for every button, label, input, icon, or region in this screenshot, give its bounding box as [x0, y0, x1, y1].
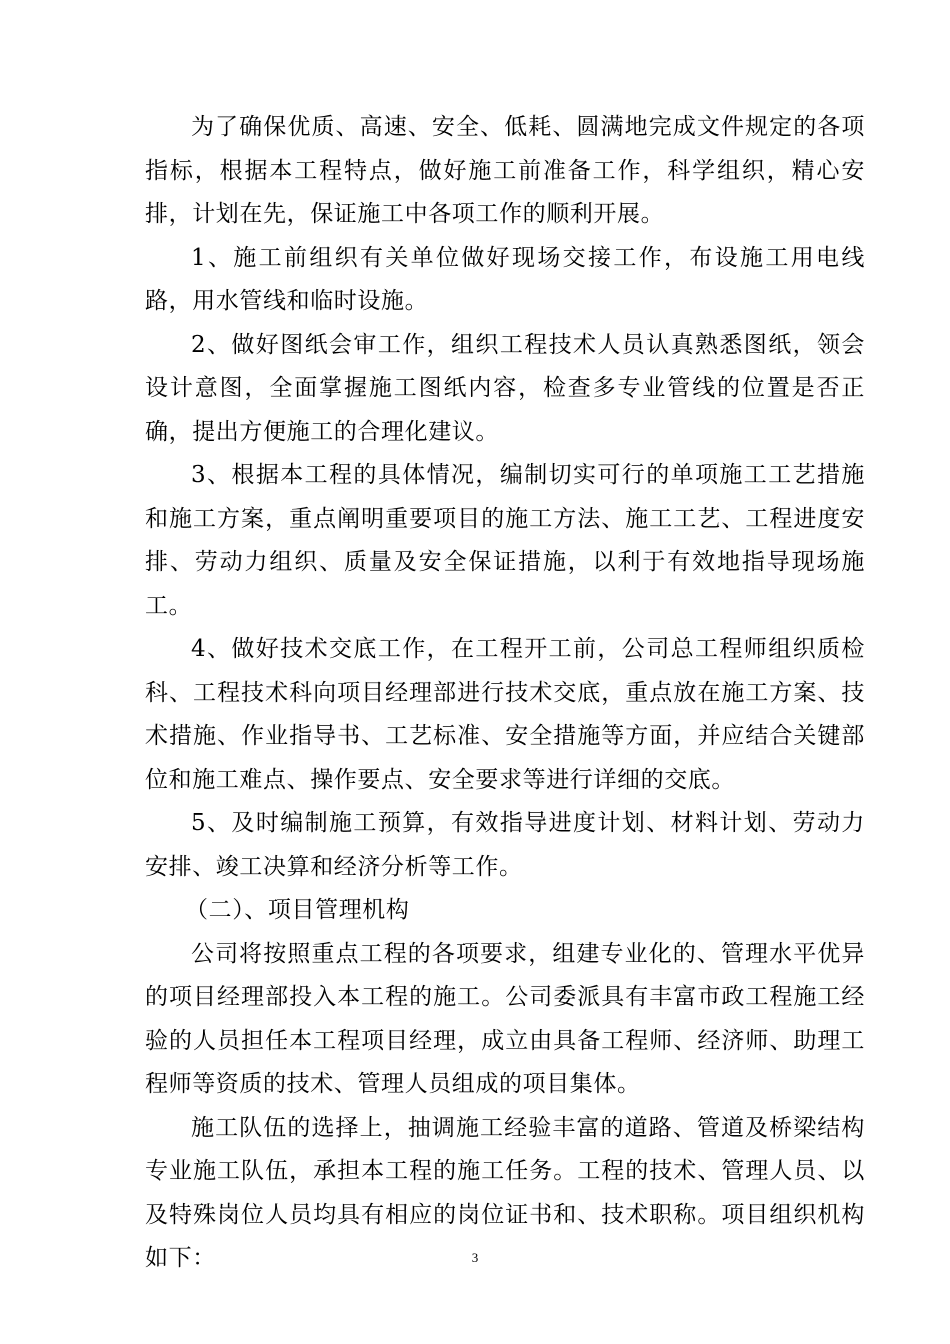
paragraph-item-2: 2、做好图纸会审工作，组织工程技术人员认真熟悉图纸，领会设计意图，全面掌握施工图纸内容，检查多专业管线的位置是否正确，提出方便施工的合理化建议。: [145, 331, 865, 445]
section-heading: （二）、项目管理机构: [185, 897, 410, 923]
paragraph-item-4: 4、做好技术交底工作，在工程开工前，公司总工程师组织质检科、工程技术科向项目经理部进行技术交底，重点放在施工方案、技术措施、作业指导书、工艺标准、安全措施等方面，并应结合关键部位和施工难点、操作要点、安全要求等进行详细的交底。: [145, 636, 865, 793]
paragraph-item-5: 5、及时编制施工预算，有效指导进度计划、材料计划、劳动力安排、竣工决算和经济分析等工作。: [145, 810, 865, 880]
page-number: 3: [471, 1250, 479, 1265]
paragraph-item-1: 1、施工前组织有关单位做好现场交接工作，布设施工用电线路，用水管线和临时设施。: [145, 244, 865, 314]
paragraph-item-3: 3、根据本工程的具体情况，编制切实可行的单项施工工艺措施和施工方案，重点阐明重要项目的施工方法、施工工艺、工程进度安排、劳动力组织、质量及安全保证措施，以利于有效地指导现场施工。: [145, 462, 865, 619]
paragraph-intro: 为了确保优质、高速、安全、低耗、圆满地完成文件规定的各项指标，根据本工程特点，做好施工前准备工作，科学组织，精心安排，计划在先，保证施工中各项工作的顺利开展。: [145, 114, 865, 227]
paragraph-team: 施工队伍的选择上，抽调施工经验丰富的道路、管道及桥梁结构专业施工队伍，承担本工程的施工任务。工程的技术、管理人员、以及特殊岗位人员均具有相应的岗位证书和、技术职称。项目组织机构如下：: [145, 1114, 865, 1271]
paragraph-management: 公司将按照重点工程的各项要求，组建专业化的、管理水平优异的项目经理部投入本工程的施工。公司委派具有丰富市政工程施工经验的人员担任本工程项目经理，成立由具备工程师、经济师、助理工程师等资质的技术、管理人员组成的项目集体。: [145, 940, 865, 1097]
document-body: [145, 106, 865, 1281]
